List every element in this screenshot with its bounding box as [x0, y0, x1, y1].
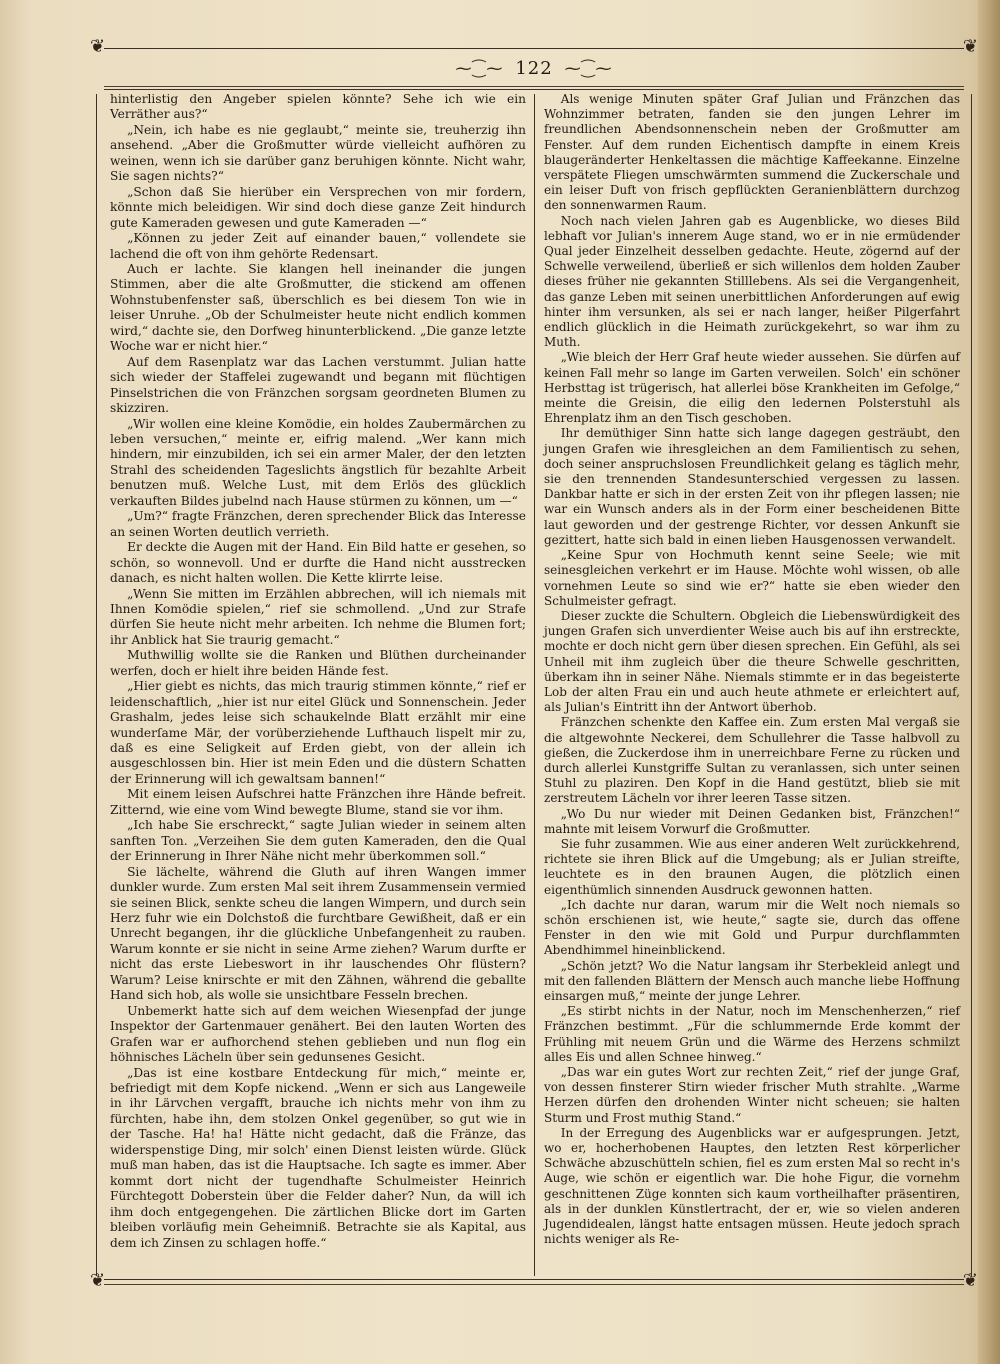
bottom-border-rule	[104, 1279, 964, 1280]
paragraph: In der Erregung des Augenblicks war er aufgesprungen. Jetzt, wo er, hocherhobenen Hauptes, den letzten Rest körperlicher Schwäche abzuschütteln schien, fiel es zum ersten Mal so recht in's Auge, wie schön er eigentlich war. Die hohe Figur, die vornehm geschnittenen Züge konnten sich kaum vortheilhafter präsentiren, als in der dunklen Künstlertracht, der er, wie so vielen anderen Jugendidealen, längst hatte entsagen müssen. Heute jedoch sprach nichts weniger als Re-	[544, 1125, 960, 1247]
paragraph: „Nein, ich habe es nie geglaubt,“ meinte sie, treuherzig ihn ansehend. „Aber die Großmutter würde vielleicht aufhören zu weinen, wenn ich sie darüber ganz beruhigen könnte. Nicht wahr, Sie sagen nichts?“	[110, 122, 526, 184]
paragraph: „Wo Du nur wieder mit Deinen Gedanken bist, Fränzchen!“ mahnte mit leisem Vorwurf die Großmutter.	[544, 806, 960, 836]
paragraph: Mit einem leisen Aufschrei hatte Fränzchen ihre Hände befreit. Zitternd, wie eine vom Wind bewegte Blume, stand sie vor ihm.	[110, 787, 526, 817]
paragraph: „Wie bleich der Herr Graf heute wieder aussehen. Sie dürfen auf keinen Fall mehr so lange im Garten verweilen. Solch' ein schöner Herbsttag ist trügerisch, hat allerlei böse Krankheiten im Gefolge,“ meinte die Greisin, die eilig den ledernen Polsterstuhl als Ehrenplatz ihm an den Tisch geschoben.	[544, 350, 960, 426]
header-rule	[104, 86, 964, 87]
header-rule-double	[104, 89, 964, 90]
paragraph: Auch er lachte. Sie klangen hell ineinander die jungen Stimmen, aber die alte Großmutter, die stickend am offenen Wohnstubenfenster saß, überschlich es bei diesem Ton wie in leiser Unruhe. „Ob der Schulmeister heute nicht endlich kommen wird,“ dachte sie, den Dorfweg hinunterblickend. „Die ganze letzte Woche war er nicht hier.“	[110, 261, 526, 354]
paragraph: Auf dem Rasenplatz war das Lachen verstummt. Julian hatte sich wieder der Staffelei zugewandt und begann mit flüchtigen Pinselstrichen die von Fränzchen sorgsam geordneten Blumen zu skizziren.	[110, 354, 526, 416]
page-number: 122	[515, 57, 553, 79]
paragraph: „Um?“ fragte Fränzchen, deren sprechender Blick das Interesse an seinen Worten deutlich verrieth.	[110, 509, 526, 539]
paragraph: „Können zu jeder Zeit auf einander bauen,“ vollendete sie lachend die oft von ihm gehörte Redensart.	[110, 231, 526, 261]
paragraph: „Hier giebt es nichts, das mich traurig stimmen könnte,“ rief er leidenschaftlich, „hier ist nur eitel Glück und Sonnenschein. Jeder Grashalm, jedes leise sich schaukelnde Blatt erzählt mir eine wunderſame Mär, der vorüberziehende Lufthauch lispelt mir zu, daß es eine Seligkeit auf Erden giebt, von der allein ich ausgeschlossen bin. Hier ist mein Eden und die düstern Schatten der Erinnerung will ich gewaltsam bannen!“	[110, 679, 526, 786]
paragraph: „Wir wollen eine kleine Komödie, ein holdes Zaubermärchen zu leben versuchen,“ meinte er, eifrig malend. „Wer kann mich hindern, mir einzubilden, ich sei ein armer Maler, der den letzten Strahl des scheidenden Tageslichts ängstlich für bezahlte Arbeit benutzen muß. Welche Lust, mit dem Erlös des glücklich verkauften Bildes jubelnd nach Hause stürmen zu können, um —“	[110, 416, 526, 508]
paragraph: Noch nach vielen Jahren gab es Augenblicke, wo dieses Bild lebhaft vor Julian's innerem Auge stand, wo er in nie ermüdender Qual jeder Einzelheit desselben gedachte. Heute, zögernd auf der Schwelle verweilend, überließ er sich willenlos dem holden Zauber dieses früher nie gekannten Stilllebens. Als sei die Vergangenheit, das ganze Leben mit seinen unerbittlichen Anforderungen auf ewig hinter ihm versunken, als sei er nach langer, heißer Pilgerfahrt endlich glücklich in die Heimath zurückgekehrt, so war ihm zu Muth.	[544, 213, 960, 350]
paragraph: „Schön jetzt? Wo die Natur langsam ihr Sterbekleid anlegt und mit den fallenden Blättern der Mensch auch manche liebe Hoffnung einsargen muß,“ meinte der junge Lehrer.	[544, 958, 960, 1003]
paragraph: „Ich habe Sie erschreckt,“ sagte Julian wieder in seinem alten sanften Ton. „Verzeihen Sie dem guten Kameraden, den die Qual der Erinnerung in Ihrer Nähe nicht mehr überkommen soll.“	[110, 818, 526, 864]
paragraph: „Ich dachte nur daran, warum mir die Welt noch niemals so schön erschienen ist, wie heute,“ sagte sie, durch das offene Fenster in den wie mit Gold und Purpur durchflammten Abendhimmel hineinblickend.	[544, 897, 960, 958]
paragraph: „Es stirbt nichts in der Natur, noch im Menschenherzen,“ rief Fränzchen bestimmt. „Für die schlummernde Erde kommt der Frühling mit neuem Grün und die Wärme des Herzens schmilzt alles Eis und allen Schnee hinweg.“	[544, 1004, 960, 1064]
right-text-column	[544, 92, 960, 1247]
paragraph: hinterlistig den Angeber spielen könnte? Sehe ich wie ein Verräther aus?“	[110, 92, 526, 122]
paragraph: Unbemerkt hatte sich auf dem weichen Wiesenpfad der junge Inspektor der Gartenmauer genähert. Bei den lauten Worten des Grafen war er aufhorchend stehen geblieben und nun flog ein höhnisches Lächeln über sein gedunsenes Gesicht.	[110, 1003, 526, 1065]
left-text-column	[110, 92, 526, 1251]
paragraph: „Das ist eine kostbare Entdeckung für mich,“ meinte er, befriedigt mit dem Kopfe nickend. „Wenn er sich aus Langeweile in ihr Lärvchen vergafft, brauche ich nichts mehr von ihm zu fürchten, habe ihn, dem stolzen Onkel gegenüber, so gut wie in der Tasche. Ha! ha! Hätte nicht gedacht, daß die Fränze, das widerspenstige Ding, mir solch' einen Dienst leisten würde. Glück muß man haben, das ist die Hauptsache. Ich sagte es immer. Aber kommt dort nicht der tugendhafte Schulmeister Heinrich Fürchtegott Doberstein über die Felder daher? Nun, da will ich ihm doch entgegengehen. Die zärtlichen Blicke dort im Garten bleiben vorläufig mein Geheimniß. Betrachte sie als Kapital, aus dem ich Zinsen zu schlagen hoffe.“	[110, 1065, 526, 1250]
paragraph: Sie lächelte, während die Gluth auf ihren Wangen immer dunkler wurde. Zum ersten Mal seit ihrem Zusammensein vermied sie seinen Blick, senkte scheu die langen Wimpern, und durch sein Herz fuhr wie ein Dolchstoß die furchtbare Gewißheit, daß er ein Unrecht begangen, ihr die glückliche Unbefangenheit zu rauben. Warum konnte er sie nicht in seine Arme ziehen? Warum durfte er nicht das erste Liebeswort in ihr lauschendes Ohr flüstern? Warum? Leise knirschte er mit den Zähnen, während die geballte Hand sich hob, als wolle sie unsichtbare Fesseln brechen.	[110, 864, 526, 1003]
page-frame	[90, 36, 978, 1300]
paragraph: Fränzchen schenkte den Kaffee ein. Zum ersten Mal vergaß sie die altgewohnte Neckerei, dem Schullehrer die Tasse halbvoll zu gießen, die Zuckerdose ihm in unerreichbare Ferne zu rücken und durch allerlei Kunstgriffe Sultan zu veranlassen, sich unter seinen Stuhl zu plaziren. Den Kopf in die Hand gestützt, blieb sie mit zerstreutem Lächeln vor ihrer leeren Tasse sitzen.	[544, 715, 960, 806]
corner-ornament-icon: ❦	[962, 36, 978, 57]
top-border-rule	[104, 48, 964, 49]
page-header	[96, 52, 972, 84]
paragraph: „Schon daß Sie hierüber ein Versprechen von mir fordern, könnte mich beleidigen. Wir sind doch diese ganze Zeit hindurch gute Kameraden gewesen und gute Kameraden —“	[110, 184, 526, 230]
corner-ornament-icon: ❦	[90, 1270, 106, 1291]
paragraph: Muthwillig wollte sie die Ranken und Blüthen durcheinander werfen, doch er hielt ihre beiden Hände fest.	[110, 648, 526, 678]
flourish-right-icon: ⁓⁐⁓	[564, 58, 613, 78]
paragraph: „Das war ein gutes Wort zur rechten Zeit,“ rief der junge Graf, von dessen finsterer Stirn wieder frischer Muth strahlte. „Warme Herzen dürfen den drohenden Winter nicht scheuen; sie halten Sturm und Frost muthig Stand.“	[544, 1065, 960, 1125]
left-border-rule	[96, 94, 97, 1276]
flourish-left-icon: ⁓⁐⁓	[455, 58, 504, 78]
paragraph: „Keine Spur von Hochmuth kennt seine Seele; wie mit seinesgleichen verkehrt er im Hause. Möchte wohl wissen, ob alle vornehmen Leute so sind wie er?“ hatte sie eben wieder den Schulmeister gefragt.	[544, 548, 960, 608]
corner-ornament-icon: ❦	[90, 36, 106, 57]
corner-ornament-icon: ❦	[962, 1270, 978, 1291]
page-edge-shading	[0, 0, 30, 1364]
right-border-rule	[971, 94, 972, 1276]
paragraph: Dieser zuckte die Schultern. Obgleich die Liebenswürdigkeit des jungen Grafen sich unverdienter Weise auch bis auf ihn erstreckte, mochte er doch nicht gern über diesen sprechen. Ein Gefühl, als sei Unheil mit ihm zugleich über die theure Schwelle geschritten, überkam ihn in seiner Nähe. Niemals stimmte er in das begeisterte Lob der alten Frau ein und auch heute athmete er erleichtert auf, als Julian's Eintritt ihn der Antwort überhob.	[544, 608, 960, 715]
column-divider	[534, 94, 535, 1276]
paragraph: Als wenige Minuten später Graf Julian und Fränzchen das Wohnzimmer betraten, fanden sie den jungen Lehrer im freundlichen Abendsonnenschein neben der Großmutter am Fenster. Auf dem runden Eichentisch dampfte in einem Kreis blaugeränderter Henkeltassen die mächtige Kaffeekanne. Einzelne verspätete Fliegen umschwärmten summend die Zuckerschale und ein leiser Duft von frisch gepflückten Geranienblättern durchzog den sonnenwarmen Raum.	[544, 92, 960, 213]
paragraph: Ihr demüthiger Sinn hatte sich lange dagegen gesträubt, den jungen Grafen wie ihresgleichen an dem Familientisch zu sehen, doch seiner anspruchslosen Freundlichkeit gelang es täglich mehr, sie den trennenden Standesunterschied vergessen zu lassen. Dankbar hatte er sich in der ersten Zeit von ihr pflegen lassen; nie war ein Wunsch anders als in der Form einer bescheidenen Bitte laut geworden und der gestrenge Richter, vor dessen Ankunft sie gezittert, hatte sich bald in einen lieben Hausgenossen verwandelt.	[544, 426, 960, 547]
bottom-border-rule-double	[104, 1284, 964, 1285]
paragraph: „Wenn Sie mitten im Erzählen abbrechen, will ich niemals mit Ihnen Komödie spielen,“ rief sie schmollend. „Und zur Strafe dürfen Sie heute nicht mehr arbeiten. Ich nehme die Blumen fort; ihr Anblick hat Sie traurig gemacht.“	[110, 586, 526, 647]
binding-spine	[978, 0, 1000, 1364]
paragraph: Sie fuhr zusammen. Wie aus einer anderen Welt zurückkehrend, richtete sie ihren Blick auf die Umgebung; als er Julian streifte, leuchtete es in den braunen Augen, die plötzlich einen eigenthümlich sinnenden Ausdruck gewonnen hatten.	[544, 836, 960, 897]
paragraph: Er deckte die Augen mit der Hand. Ein Bild hatte er gesehen, so schön, so wonnevoll. Und er durfte die Hand nicht ausstrecken danach, es nicht halten wollen. Die Kette klirrte leise.	[110, 540, 526, 586]
